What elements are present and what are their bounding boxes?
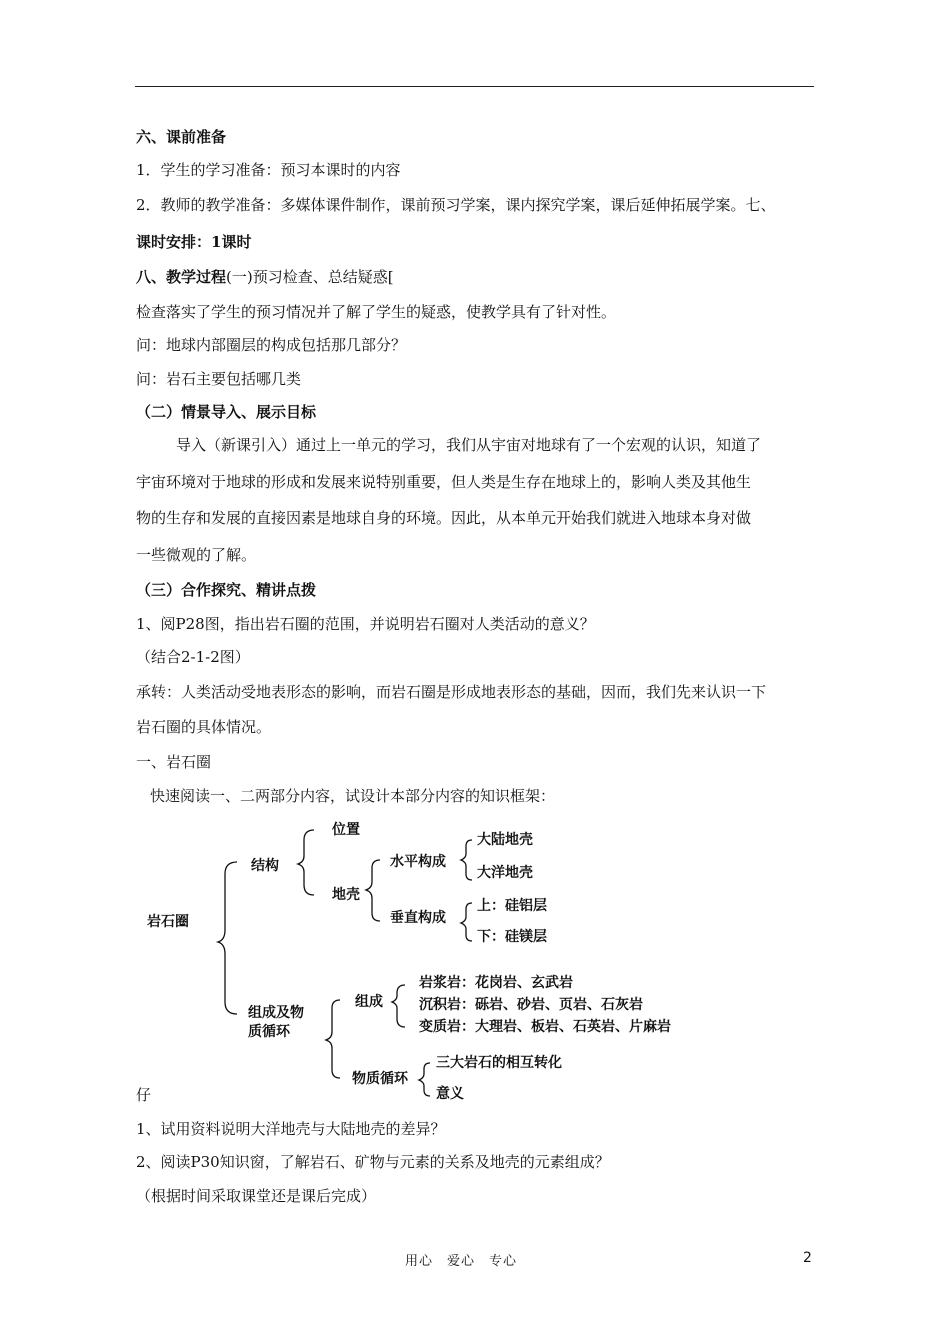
task-line: 1、阅P28图，指出岩石圈的范围，并说明岩石圈对人类活动的意义？ (136, 615, 595, 633)
diagram-structure-label: 结构 (251, 858, 279, 874)
paragraph-line: 导入（新课引入）通过上一单元的学习，我们从宇宙对地球有了一个宏观的认识，知道了 (176, 436, 762, 454)
diagram-metamorphic-label: 变质岩：大理岩、板岩、石英岩、片麻岩 (419, 1019, 671, 1035)
footer-motto: 用心 爱心 专心 (405, 1254, 518, 1269)
question-line: 2、阅读P30知识窗，了解岩石、矿物与元素的关系及地壳的元素组成？ (136, 1153, 610, 1171)
diagram-position-label: 位置 (332, 822, 360, 838)
diagram-igneous-label: 岩浆岩：花岗岩、玄武岩 (419, 975, 573, 991)
paragraph-line: 宇宙环境对于地球的形成和发展来说特别重要，但人类是生存在地球上的，影响人类及其他生 (136, 473, 752, 491)
note-line: （根据时间采取课堂还是课后完成） (136, 1187, 377, 1205)
instruction-line: 快速阅读一、二两部分内容，试设计本部分内容的知识框架： (150, 787, 556, 805)
diagram-vertical-label: 垂直构成 (390, 910, 446, 926)
brace-composition-cycle (326, 1000, 340, 1078)
brace-cycle (419, 1063, 430, 1096)
paragraph-line: 一些微观的了解。 (136, 546, 257, 564)
brace-vertical (461, 903, 472, 941)
diagram-composition-cycle-label-1: 组成及物 (248, 1005, 304, 1021)
diagram-upper-label: 上：硅铝层 (477, 898, 547, 914)
diagram-composition-label: 组成 (355, 994, 383, 1010)
text-line: 2．教师的教学准备：多媒体课件制作，课前预习学案，课内探究学案，课后延伸拓展学案。七、 (136, 196, 776, 214)
diagram-continental-label: 大陆地壳 (477, 832, 533, 848)
brace-structure (298, 830, 314, 895)
brace-root (218, 862, 237, 1014)
diagram-composition-cycle-label-2: 质循环 (248, 1024, 290, 1040)
question-line: 问：地球内部圈层的构成包括那几部分？ (136, 336, 407, 354)
question-line: 问：岩石主要包括哪几类 (136, 370, 302, 388)
diagram-crust-label: 地壳 (332, 887, 360, 903)
diagram-transformation-label: 三大岩石的相互转化 (436, 1055, 562, 1071)
paragraph-line: 承转：人类活动受地表形态的影响，而岩石圈是形成地表形态的基础，因而，我们先来认识一下 (136, 683, 767, 701)
diagram-lower-label: 下：硅镁层 (477, 929, 547, 945)
diagram-meaning-label: 意义 (436, 1086, 464, 1102)
section-heading-6: 六、课前准备 (136, 128, 227, 146)
diagram-oceanic-label: 大洋地壳 (477, 865, 533, 881)
diagram-root-label: 岩石圈 (147, 914, 189, 930)
heading-bold-part: 八、教学过程 (136, 268, 227, 286)
page-number: 2 (803, 1250, 812, 1266)
brace-horizontal (461, 840, 472, 880)
paragraph-line: 岩石圈的具体情况。 (136, 718, 272, 736)
question-line: 1、试用资料说明大洋地壳与大陆地壳的差异？ (136, 1120, 446, 1138)
text-line: 检查落实了学生的预习情况并了解了学生的疑惑，使教学具有了针对性。 (136, 303, 617, 321)
brace-composition (392, 985, 405, 1027)
diagram-cycle-label: 物质循环 (352, 1071, 408, 1087)
section-heading-7: 课时安排：1课时 (136, 233, 252, 251)
diagram-sedimentary-label: 沉积岩：砾岩、砂岩、页岩、石灰岩 (419, 997, 643, 1013)
note-line: （结合2-1-2图） (136, 648, 250, 666)
subsection-heading-2: （二）情景导入、展示目标 (136, 403, 317, 421)
subsection-heading-3: （三）合作探究、精讲点拨 (136, 581, 317, 599)
brace-crust (366, 860, 380, 921)
section-title-lithosphere: 一、岩石圈 (136, 753, 212, 771)
stray-character: 仔 (136, 1086, 152, 1104)
paragraph-line: 物的生存和发展的直接因素是地球自身的环境。因此，从本单元开始我们就进入地球本身对做 (136, 509, 752, 527)
heading-rest-part: (一)预习检查、总结疑惑[ (226, 268, 394, 286)
text-line: 1．学生的学习准备：预习本课时的内容 (136, 161, 401, 179)
diagram-horizontal-label: 水平构成 (390, 854, 446, 870)
